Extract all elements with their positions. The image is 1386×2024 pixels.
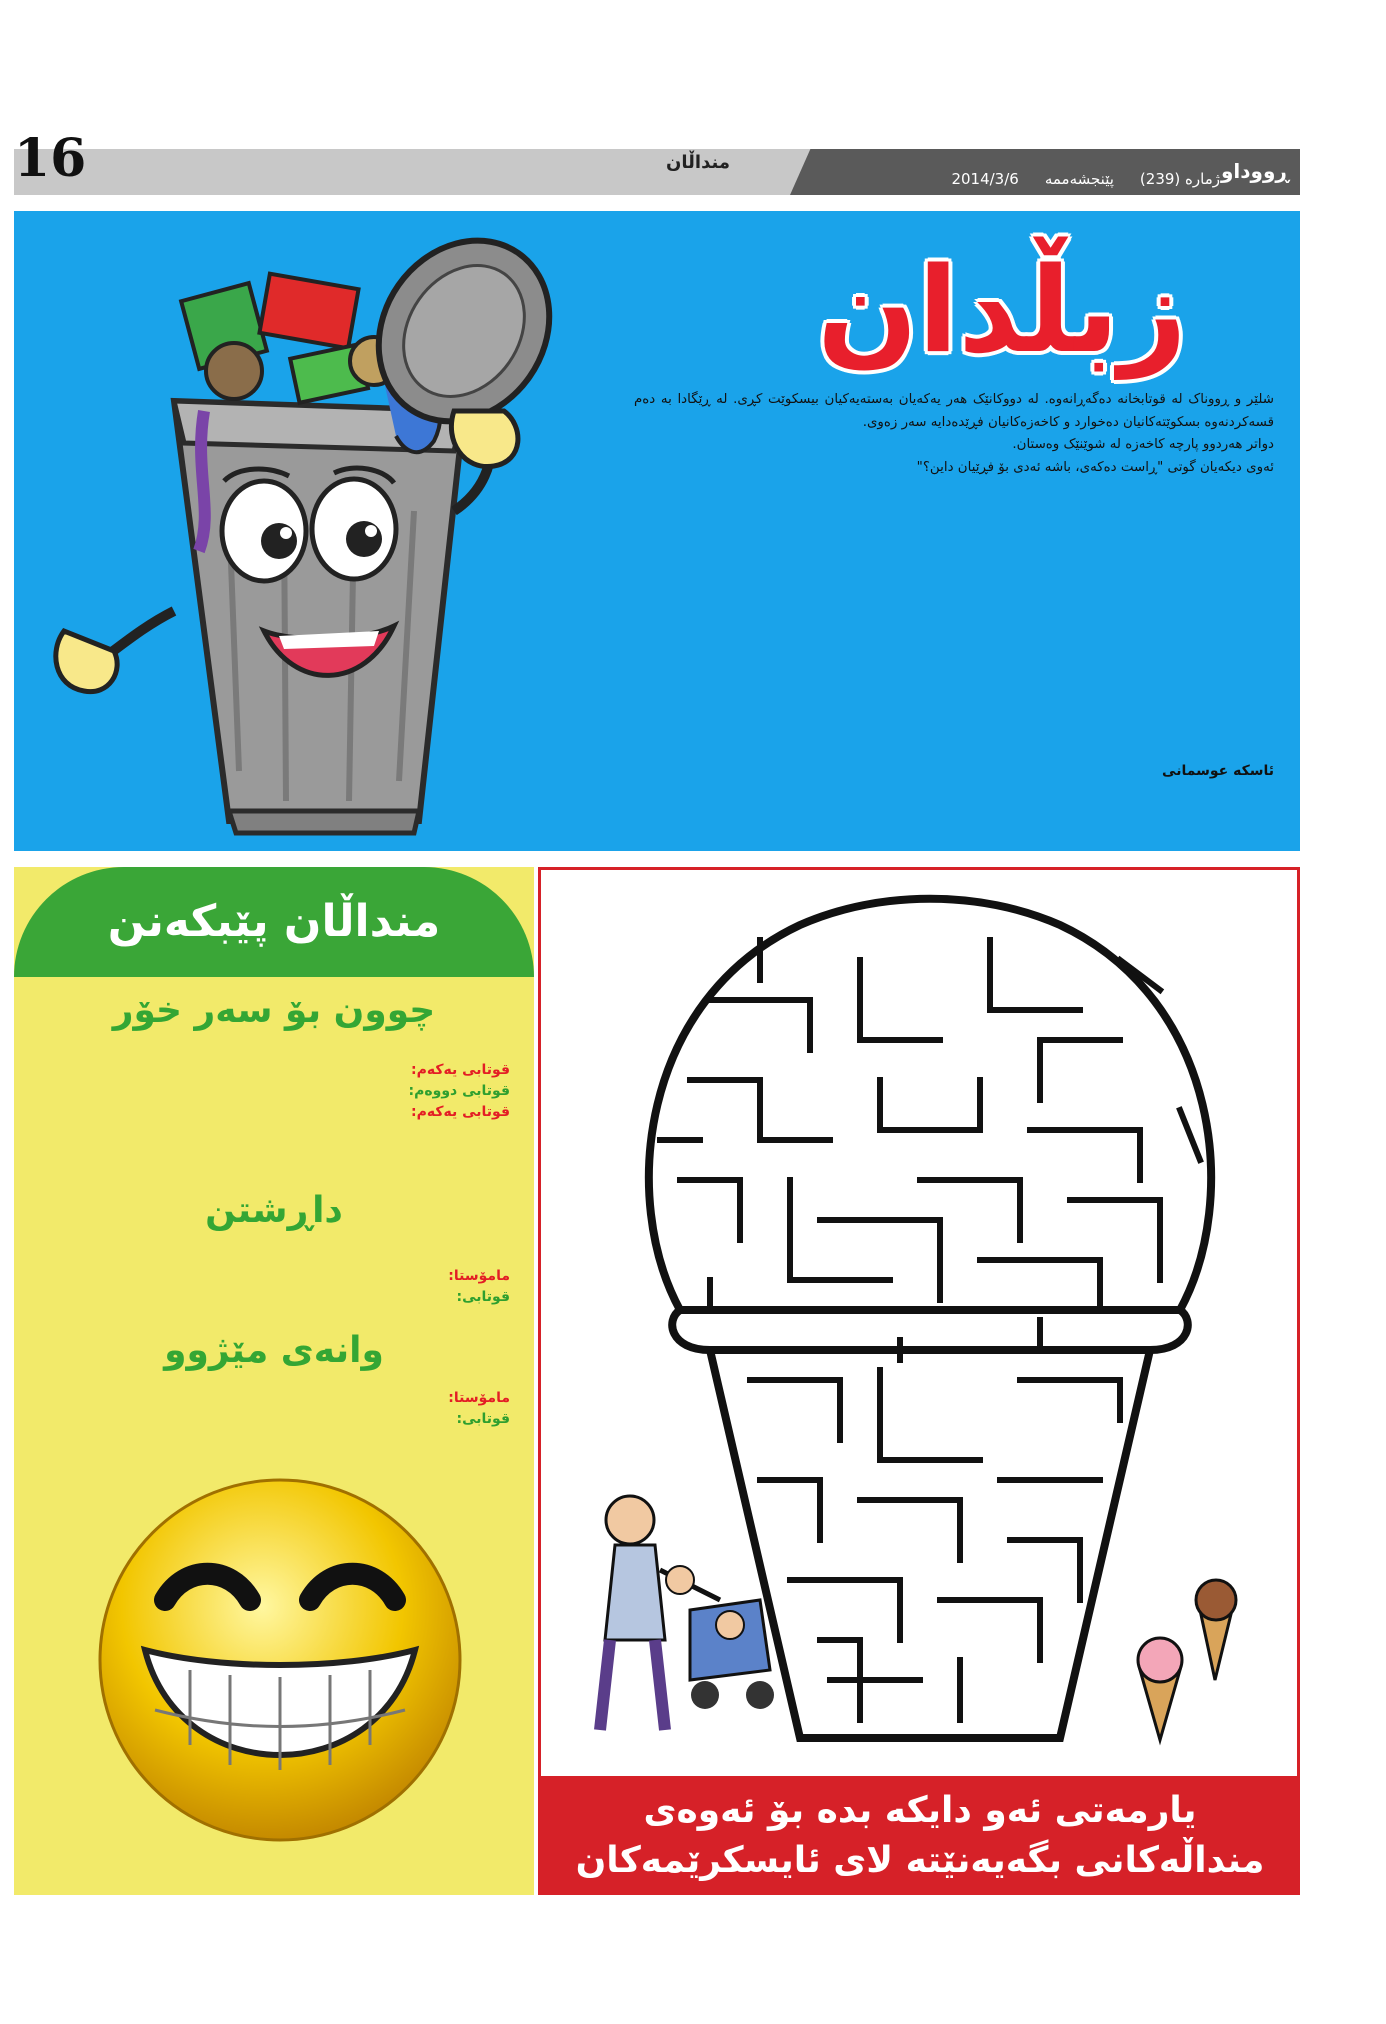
issue-weekday: پێنجشەممە: [1044, 170, 1114, 188]
issue-number: ژمارە (239): [1139, 170, 1220, 188]
jokes-heading: منداڵان پێبکەنن: [107, 896, 441, 947]
brand-name: ڕووداو: [1220, 159, 1290, 183]
joke-lines: [40, 1266, 510, 1308]
brand-logo: [1215, 150, 1295, 192]
maze-caption-line: یارمەتی ئەو دایکە بدە بۆ ئەوەی: [643, 1790, 1197, 1831]
joke-line: [40, 1102, 510, 1123]
joke-line: [40, 1287, 510, 1308]
joke-title: چوون بۆ سەر خۆر: [112, 990, 436, 1031]
story-paragraph: شلێر و ڕووناک لە قوتابخانە دەگەڕانەوە. لە دووکانێک هەر یەکەیان بەستەیەکیان بیسکوێت کڕی. لە ڕێگادا بە دەم قسەکردنەوە بسکوێتەکانیان دەخوارد و کاخەزەکانیان فڕێدەدایە سەر زەوی.: [634, 392, 1274, 430]
maze-illustration: [560, 880, 1280, 1760]
joke-speaker: قوتابی یەکەم:: [411, 1062, 510, 1078]
joke-lines: [40, 1388, 510, 1430]
issue-info: [840, 170, 1220, 188]
joke-line: [40, 1266, 510, 1287]
story-paragraph: ئەوی دیکەیان گوتی "ڕاست دەکەی، باشە ئەدی بۆ فڕێیان داین؟": [916, 459, 1274, 475]
trash-can-illustration: [24, 211, 614, 851]
smiley-face-icon: [90, 1470, 470, 1850]
story-panel: [14, 211, 1300, 851]
joke-line: [40, 1060, 510, 1081]
section-title: منداڵان: [666, 152, 730, 173]
ice-cream-icon: [1138, 1580, 1236, 1740]
joke-title: داڕشتن: [205, 1190, 343, 1231]
story-body: [634, 389, 1274, 479]
page-number: 16: [14, 128, 87, 189]
story-title: زبڵدان: [817, 241, 1187, 379]
joke-speaker: قوتابی:: [456, 1289, 510, 1305]
joke-speaker: مامۆستا:: [448, 1390, 510, 1406]
maze-caption: [550, 1786, 1290, 1886]
joke-line: [40, 1081, 510, 1102]
issue-date: 2014/3/6: [951, 170, 1019, 188]
maze-caption-line: منداڵەکانی بگەیەنێتە لای ئایسکرێمەکان: [575, 1840, 1265, 1881]
joke-speaker: قوتابی دووەم:: [408, 1083, 510, 1099]
mother-stroller-illustration: [600, 1496, 774, 1730]
joke-speaker: مامۆستا:: [448, 1268, 510, 1284]
joke-lines: [40, 1060, 510, 1123]
joke-line: [40, 1388, 510, 1409]
joke-line: [40, 1409, 510, 1430]
joke-title: وانەی مێژوو: [164, 1330, 384, 1371]
joke-speaker: قوتابی یەکەم:: [411, 1104, 510, 1120]
joke-speaker: قوتابی:: [456, 1411, 510, 1427]
story-paragraph: دواتر هەردوو پارچە کاخەزە لە شوێنێک وەستان.: [1012, 437, 1274, 452]
story-author: ئاسکە عوسمانی: [1162, 763, 1274, 779]
